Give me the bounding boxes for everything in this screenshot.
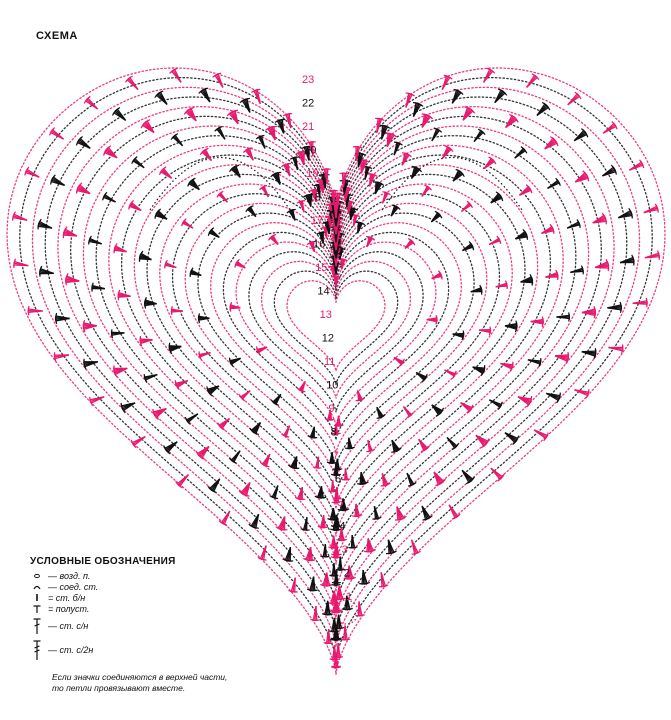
row-number-18: 18: [308, 191, 321, 204]
stitch-cluster: [452, 89, 463, 103]
stitch-top: [606, 218, 607, 224]
stitch-cluster: [144, 297, 156, 308]
stitch-cluster: [645, 251, 660, 260]
stitch: [360, 472, 361, 484]
stitch-cluster: [462, 470, 474, 483]
stitch-cluster: [431, 211, 442, 222]
stitch-top: [232, 110, 238, 111]
stitch-cluster: [404, 407, 414, 418]
stitch-cluster: [219, 511, 230, 525]
stitch-cluster: [63, 227, 77, 239]
legend-item-chain: [30, 570, 250, 581]
stitch-top: [254, 89, 260, 90]
stitch-top: [342, 609, 348, 610]
stitch-top: [391, 451, 397, 452]
stitch-cluster: [89, 236, 102, 245]
stitch-cluster: [602, 165, 616, 176]
stitch-cluster: [92, 283, 105, 292]
stitch-top: [381, 485, 387, 486]
stitch-cluster: [208, 228, 219, 238]
stitch-top: [279, 119, 285, 120]
stitch-cluster: [303, 547, 315, 561]
legend-label-sc: = ст. б/н: [48, 592, 86, 603]
round-outline-19: [58, 107, 614, 620]
stitch-cluster: [364, 538, 376, 552]
stitch: [169, 346, 181, 347]
stitch-cluster: [153, 409, 167, 420]
stitch-top: [578, 94, 582, 99]
stitch-top: [336, 193, 342, 194]
legend-item-slip: [30, 581, 250, 592]
stitch-cluster: [260, 454, 270, 467]
stitch-cluster: [633, 298, 648, 307]
stitch-top: [324, 643, 330, 644]
stitch: [633, 303, 647, 304]
stitch-cluster: [51, 175, 65, 186]
stitch-cluster: [243, 148, 253, 161]
stitch-cluster: [463, 107, 475, 121]
stitch-cluster: [515, 229, 527, 239]
stitch-cluster: [453, 169, 464, 181]
stitch-cluster: [229, 451, 240, 464]
stitch-cluster: [229, 358, 240, 367]
stitch-cluster: [310, 606, 319, 621]
row-number-16: 16: [313, 238, 326, 251]
stitch-cluster: [377, 407, 386, 418]
stitch-top: [332, 190, 338, 191]
stitch-top: [547, 105, 550, 110]
row-number-15: 15: [315, 262, 328, 274]
stitch-cluster: [208, 479, 220, 493]
stitch-cluster: [461, 201, 472, 211]
stitch-cluster: [570, 266, 583, 275]
stitch-cluster: [84, 359, 98, 370]
stitch-cluster: [381, 473, 391, 486]
page-title: СХЕМА: [36, 30, 78, 42]
stitch-cluster: [38, 219, 52, 229]
stitch-top: [526, 234, 527, 240]
row-number-14: 14: [317, 285, 330, 298]
stitch: [595, 267, 608, 268]
stitch: [140, 339, 152, 340]
stitch-top: [153, 409, 154, 415]
stitch-cluster: [182, 219, 193, 228]
legend-note-line-1: Если значки соединяются в верхней части,: [52, 672, 228, 682]
stitch-cluster: [391, 440, 401, 452]
stitch-top: [523, 148, 526, 153]
row-number-12: 12: [321, 332, 335, 345]
stitch-cluster: [121, 403, 135, 413]
row-number-4: 4: [339, 520, 346, 533]
stitch-top: [569, 316, 570, 322]
legend-note-line-2: то петли провязывают вместе.: [52, 683, 186, 693]
stitch-cluster: [432, 128, 442, 141]
stitch-cluster: [199, 88, 210, 102]
stitch-cluster: [445, 370, 457, 379]
stitch: [521, 282, 533, 283]
stitch-cluster: [207, 386, 219, 396]
stitch-top: [329, 575, 335, 576]
stitch: [112, 332, 125, 333]
stitch-top: [657, 207, 658, 213]
stitch: [570, 271, 583, 272]
legend-label-chain: — возд. п.: [48, 570, 91, 581]
stitch-cluster: [434, 472, 446, 486]
stitch-cluster: [140, 336, 153, 346]
row-number-6: 6: [335, 473, 342, 486]
stitch-cluster: [461, 403, 473, 414]
stitch-cluster: [568, 92, 581, 105]
stitch-cluster: [25, 167, 39, 177]
stitch-cluster: [575, 171, 589, 182]
stitch-cluster: [141, 120, 154, 133]
stitch-top: [229, 358, 230, 364]
stitch-top: [271, 126, 277, 127]
stitch-top: [631, 213, 632, 219]
stitch-cluster: [239, 391, 250, 401]
stitch-cluster: [188, 178, 200, 189]
stitch-cluster: [505, 433, 519, 445]
legend-item-dc: [30, 614, 250, 638]
double-crochet-icon: [30, 617, 44, 635]
stitch-cluster: [185, 414, 198, 425]
stitch-cluster: [198, 313, 209, 323]
stitch-top: [356, 400, 362, 401]
stitch-cluster: [432, 405, 444, 416]
stitch-top: [328, 491, 334, 492]
stitch-cluster: [246, 206, 256, 217]
single-crochet-icon: [30, 593, 44, 602]
row-number-13: 13: [319, 309, 332, 321]
stitch-cluster: [315, 486, 326, 498]
stitch-cluster: [506, 114, 519, 127]
row-number-11: 11: [324, 356, 336, 368]
stitch-cluster: [170, 68, 181, 82]
inner-lobe-arc: [382, 158, 522, 211]
row-number-labels: [302, 74, 352, 603]
stitch-cluster: [297, 381, 306, 391]
stitch: [362, 570, 363, 584]
stitch-top: [515, 118, 518, 123]
stitch-cluster: [175, 380, 188, 389]
stitch-cluster: [131, 437, 145, 448]
legend-label-hdc: = полуст.: [48, 603, 90, 614]
stitch-cluster: [171, 134, 183, 146]
row-number-7: 7: [332, 450, 339, 462]
stitch-top: [493, 159, 496, 164]
stitch: [296, 157, 298, 170]
stitch-top: [330, 659, 336, 660]
stitch-cluster: [405, 238, 415, 248]
stitch-cluster: [416, 372, 427, 382]
legend-label-slip: — соед. ст.: [48, 581, 99, 592]
stitch-cluster: [595, 259, 609, 271]
stitch-cluster: [484, 68, 495, 82]
stitch-top: [286, 114, 292, 115]
slip-stitch-icon: [30, 583, 44, 591]
stitch: [327, 169, 328, 183]
legend-title: УСЛОВНЫЕ ОБОЗНАЧЕНИЯ: [30, 556, 176, 567]
stitch-cluster: [462, 242, 473, 251]
row-number-23: 23: [302, 74, 315, 86]
row-number-5: 5: [337, 497, 344, 509]
stitch-cluster: [184, 107, 196, 120]
stitch-top: [28, 306, 29, 312]
stitch-cluster: [422, 506, 432, 520]
stitch-cluster: [288, 456, 299, 468]
stitch: [351, 535, 352, 548]
row-number-9: 9: [328, 403, 335, 415]
stitch-top: [579, 222, 580, 228]
stitch-cluster: [419, 439, 430, 451]
row-number-2: 2: [343, 567, 350, 580]
round-outline-18: [71, 116, 602, 605]
stitch-cluster: [495, 89, 507, 103]
stitch-cluster: [342, 468, 351, 480]
stitch-cluster: [281, 426, 289, 438]
stitch-cluster: [394, 357, 404, 366]
stitch-top: [423, 519, 429, 520]
stitch-cluster: [257, 346, 267, 355]
stitch-cluster: [489, 400, 502, 410]
stitch-cluster: [217, 191, 228, 202]
stitch-cluster: [385, 133, 397, 147]
row-number-19: 19: [306, 168, 319, 180]
stitch-cluster: [235, 259, 245, 268]
stitch-cluster: [355, 222, 364, 233]
stitch-top: [364, 551, 370, 552]
stitch-cluster: [76, 183, 90, 194]
legend: [30, 556, 250, 662]
stitch-cluster: [593, 213, 607, 224]
stitch-top: [173, 134, 178, 137]
legend-item-tr: [30, 638, 250, 662]
stitch-cluster: [268, 234, 277, 244]
stitch-cluster: [491, 468, 504, 481]
stitch-top: [621, 307, 622, 313]
stitch: [388, 540, 389, 554]
row-number-8: 8: [330, 426, 337, 439]
treble-crochet-icon: [30, 639, 44, 661]
stitch-cluster: [258, 546, 267, 561]
stitch-cluster: [407, 473, 416, 486]
stitch-cluster: [567, 219, 580, 228]
stitch-cluster: [199, 351, 211, 359]
stitch-cluster: [84, 96, 97, 109]
stitch-cluster: [534, 430, 548, 441]
stitch-cluster: [382, 192, 390, 204]
stitch-top: [331, 667, 337, 668]
stitch-cluster: [422, 185, 432, 196]
stitch-cluster: [355, 601, 364, 616]
stitch-cluster: [103, 192, 116, 202]
stitch-top: [285, 164, 291, 165]
stitch-cluster: [118, 290, 131, 300]
stitch-cluster: [443, 146, 454, 158]
stitch-top: [128, 76, 133, 79]
row-number-20: 20: [304, 144, 317, 157]
row-number-21: 21: [302, 121, 315, 133]
stitch-cluster: [644, 204, 659, 213]
stitch-top: [336, 570, 342, 571]
row-number-3: 3: [341, 544, 348, 556]
legend-note: [52, 672, 292, 694]
stitch-cluster: [491, 192, 503, 203]
stitch-top: [335, 203, 341, 204]
stitch-top: [412, 553, 418, 554]
stitch-cluster: [249, 514, 259, 528]
stitch: [355, 504, 356, 516]
row-number-10: 10: [326, 379, 339, 392]
stitch-cluster: [215, 126, 225, 139]
stitch-cluster: [259, 185, 268, 197]
stitch-cluster: [518, 396, 532, 407]
row-number-17: 17: [310, 215, 324, 227]
stitch: [348, 438, 349, 449]
stitch-cluster: [574, 389, 589, 398]
stitch-cluster: [114, 243, 127, 253]
stitch-cluster: [413, 103, 423, 117]
stitch-cluster: [391, 205, 400, 216]
legend-label-dc: — ст. с/н: [48, 621, 89, 631]
stitch-cluster: [545, 270, 558, 280]
stitch-cluster: [479, 327, 491, 336]
stitch-top: [441, 274, 442, 280]
stitch-cluster: [271, 394, 281, 405]
stitch-cluster: [239, 483, 250, 497]
stitch-cluster: [449, 505, 460, 519]
stitch-cluster: [496, 281, 508, 289]
stitch-top: [293, 157, 299, 158]
stitch-cluster: [620, 255, 634, 266]
stitch-cluster: [471, 285, 482, 295]
stitch-cluster: [227, 110, 238, 124]
stitch-top: [587, 175, 589, 181]
stitch-top: [553, 228, 554, 234]
stitch: [381, 572, 382, 586]
stitch-cluster: [165, 260, 177, 268]
stitch-cluster: [505, 321, 517, 332]
stitch-cluster: [618, 208, 632, 218]
stitch-cluster: [13, 212, 28, 221]
stitch-top: [244, 98, 250, 99]
stitch-cluster: [548, 178, 561, 188]
stitch-cluster: [366, 440, 374, 452]
stitch-cluster: [297, 201, 305, 213]
stitch-cluster: [159, 167, 171, 178]
stitch-cluster: [66, 273, 80, 285]
stitch-cluster: [521, 274, 533, 285]
stitch-cluster: [155, 209, 167, 219]
stitch-cluster: [139, 251, 151, 262]
stitch: [358, 601, 359, 615]
chain-stitch-icon: [30, 573, 44, 579]
stitch-cluster: [308, 427, 318, 438]
legend-item-sc: [30, 592, 250, 603]
stitch-cluster: [144, 374, 157, 383]
half-double-crochet-icon: [30, 604, 44, 614]
stitch-cluster: [290, 157, 299, 170]
row-number-1: 1: [346, 591, 353, 603]
stitch-cluster: [427, 315, 437, 324]
legend-item-hdc: [30, 603, 250, 614]
stitch: [345, 468, 346, 479]
legend-label-tr: — ст. с/2н: [48, 645, 94, 655]
stitch-cluster: [196, 447, 209, 460]
stitch-cluster: [320, 573, 332, 587]
stitch-top: [366, 451, 372, 452]
stitch: [496, 286, 507, 287]
stitch-top: [121, 403, 122, 409]
stitch-top: [341, 639, 347, 640]
stitch-cluster: [265, 126, 276, 140]
stitch-cluster: [537, 102, 550, 115]
stitch-cluster: [250, 423, 261, 435]
stitch-cluster: [473, 365, 485, 376]
row-number-22: 22: [302, 97, 315, 110]
stitch-cluster: [270, 485, 279, 498]
stitch-cluster: [176, 475, 189, 488]
